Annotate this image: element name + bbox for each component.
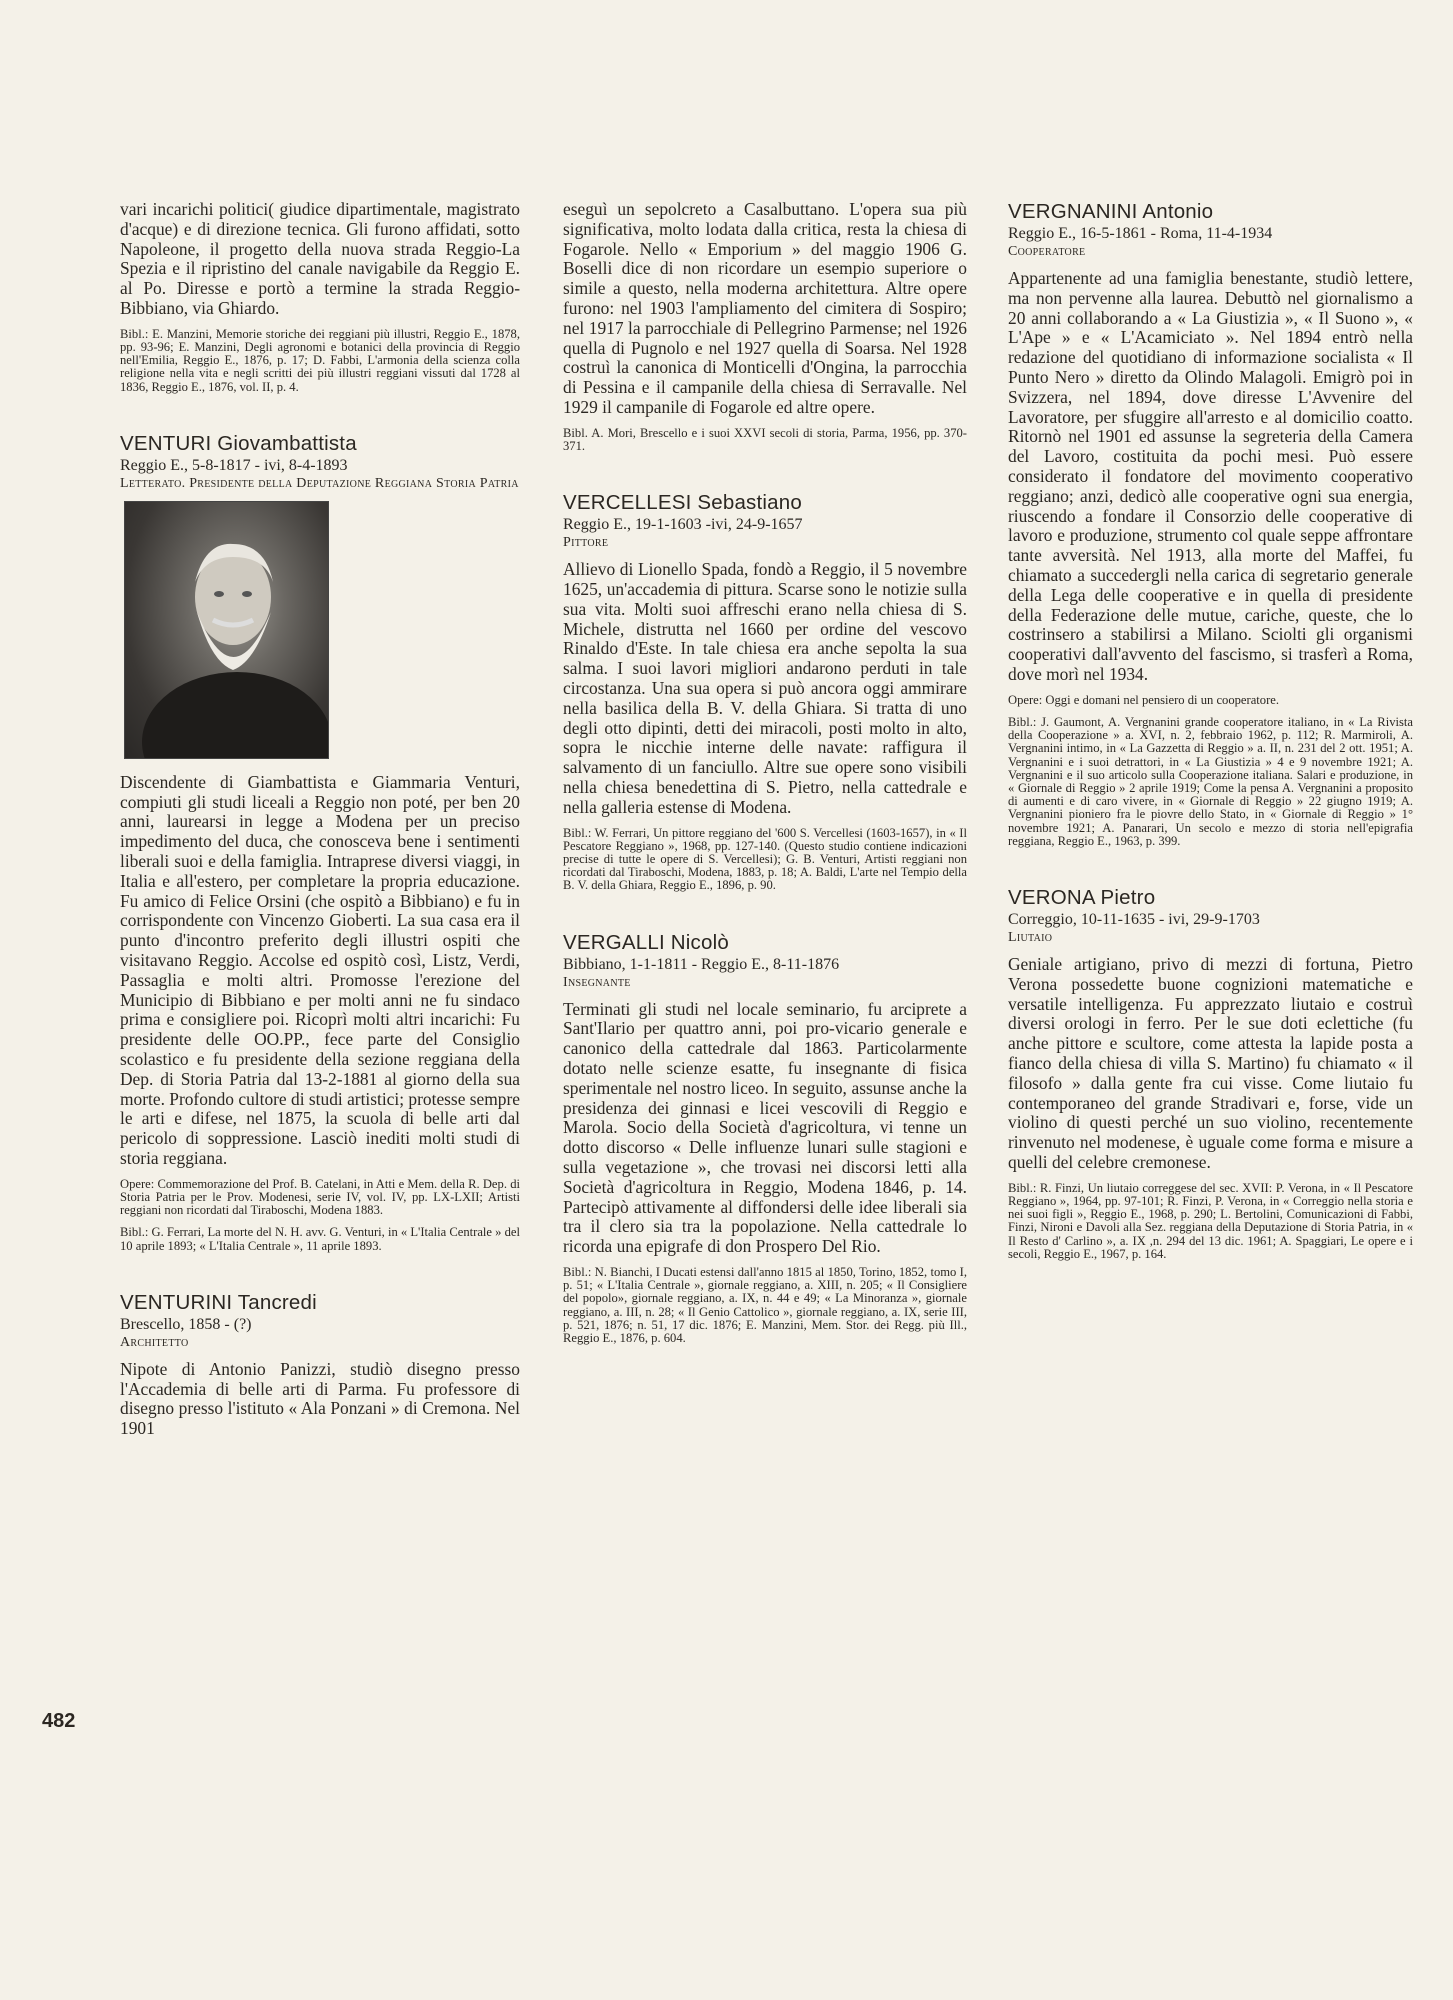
entry-bibliography: Bibl.: J. Gaumont, A. Vergnanini grande cooperatore italiano, in « La Rivista della Cooperazione » a. XVI, n. 2, febbraio 1962, p. 112; R. Marmiroli, A. Vergnanini intimo, in « La Gazzetta di Reggio » a. II, n. 231 del 2 ott. 1951; A. Vergnanini e i suoi detrattori, in « La Giustizia » 4 e 9 novembre 1921; A. Vergnanini e il suo articolo sulla Cooperazione italiana. Salari e produzione, in « Giornale di Reggio » 2 aprile 1919; Come la pensa A. Vergnanini a proposito di aumenti e di caro vivere, in « Giornale di Reggio » 22 giugno 1919; A. Vergnanini pioniero fra le piovre dello Stato, in « Giornale di Reggio » 1° novembre 1921; A. Panarari, Un secolo e mezzo di storia nell'epigrafia reggiana, Reggio E., 1963, p. 399. (1008, 714, 1413, 848)
column-2 (563, 200, 967, 1345)
entry-name: VERONA Pietro (1008, 885, 1156, 909)
entry-text: Nipote di Antonio Panizzi, studiò disegno presso l'Accademia di belle arti di Parma. Fu professore di disegno presso l'istituto « Ala Ponzani » di Cremona. Nel 1901 (120, 1358, 520, 1439)
entry-role: Pittore (563, 535, 609, 551)
entry-vergnanini-antonio (1008, 200, 1413, 848)
entry-works: Opere: Commemorazione del Prof. B. Catelani, in Atti e Mem. della R. Dep. di Storia Patria per le Prov. Modenesi, serie IV, vol. IV, pp. LX-LXII; Artisti reggiani non ricordati dal Tiraboschi, Modena 1883. (120, 1176, 520, 1218)
entry-dates: Reggio E., 5-8-1817 - ivi, 8-4-1893 (120, 456, 348, 474)
entry-text: Discendente di Giambattista e Giammaria Venturi, compiuti gli studi liceali a Reggio non poté, per ben 20 anni, laurearsi in legge a Modena per un preciso impedimento del duca, che conosceva bene i sentimenti liberali suoi e della famiglia. Intraprese diversi viaggi, in Italia e all'estero, per completare la propria educazione. Fu amico di Felice Orsini (che ospitò a Bibbiano) e fu in corrispondente con Vincenzo Gioberti. La sua casa era il punto d'incontro preferito degli illustri ospiti che visitavano Reggio. Accolse ed ospitò così, Listz, Verdi, Passaglia e molti altri. Promosse l'erezione del Municipio di Bibbiano e per molti anni ne fu sindaco prima e consigliere poi. Ricoprì molti altri incarichi: Fu presidente delle OO.PP., fece parte del Consiglio scolastico e fu presidente della sezione reggiana della Dep. di Storia Patria dal 13-2-1881 al giorno della sua morte. Profondo cultore di studi artistici; protesse sempre le arti e difese, nel 1875, la scuola di belle arti dal pericolo di soppressione. Lasciò inediti molti studi di storia reggiana. (120, 771, 520, 1168)
entry-role: Insegnante (563, 974, 631, 990)
entry-role: Liutaio (1008, 929, 1053, 945)
entry-verona-pietro (1008, 886, 1413, 1261)
entry-name: VENTURI Giovambattista (120, 431, 357, 455)
page-number: 482 (42, 1710, 76, 1732)
entry-bibliography: Bibl.: W. Ferrari, Un pittore reggiano del '600 S. Vercellesi (1603-1657), in « Il Pescatore Reggiano », 1968, pp. 127-140. (Questo studio contiene indicazioni precise di tutte le opere di S. Vercellesi); G. B. Venturi, Artisti reggiani non ricordati dal Tiraboschi, Modena, 1883, p. 18; A. Baldi, L'arte nel Tempio della B. V. della Ghiara, Reggio E., 1896, p. 90. (563, 825, 967, 893)
entry-bibliography: Bibl.: R. Finzi, Un liutaio correggese del sec. XVII: P. Verona, in « Il Pescatore Reggiano », 1964, pp. 97-101; R. Finzi, P. Verona, in « Correggio nella storia e nei suoi figli », Reggio E., 1968, p. 290; L. Bertolini, Comunicazioni di Fabbi, Finzi, Nironi e Davoli alla Sez. reggiana della Deputazione di Storia Patria, in « Il Resto d' Carlino », a. IX ,n. 294 del 13 dic. 1961; A. Spaggiari, Le opere e i secoli, Reggio E., 1967, p. 164. (1008, 1180, 1413, 1261)
entry-dates: Brescello, 1858 - (?) (120, 1315, 252, 1333)
entry-dates: Reggio E., 16-5-1861 - Roma, 11-4-1934 (1008, 225, 1273, 242)
entry-role: Architetto (120, 1334, 189, 1350)
entry-dates: Reggio E., 19-1-1603 -ivi, 24-9-1657 (563, 516, 803, 534)
entry-works: Opere: Oggi e domani nel pensiero di un cooperatore. (1008, 692, 1280, 707)
continuation-text: vari incarichi politici( giudice dipartimentale, magistrato d'acque) e di direzione tecnica. Gli furono affidati, sotto Napoleone, il progetto della nuova strada Reggio-La Spezia e il ripristino del canale navigabile da Reggio E. al Po. Diresse e portò a termine la strada Reggio-Bibbiano, via Ghiardo. (120, 199, 520, 318)
entry-vergalli-nicolo (563, 931, 967, 1346)
entry-dates: Correggio, 10-11-1635 - ivi, 29-9-1703 (1008, 910, 1260, 928)
continuation-text: eseguì un sepolcreto a Casalbuttano. L'opera sua più significativa, molto lodata dalla critica, resta la chiesa di Fogarole. Nello « Emporium » del maggio 1906 G. Boselli dice di non ricordare un esempio superiore o simile a questo, nella moderna architettura. Altre opere furono: nel 1903 l'ampliamento del cimitera di Sospiro; nel 1917 la parrocchiale di Pellegrino Parmense; nel 1926 quella di Pugnolo e nel 1927 quella di Soarsa. Nel 1928 costruì la canonica di Monticelli d'Ongina, la parrocchia di Pessina e il campanile della chiesa di Serravalle. Nel 1929 il campanile di Fogarole ed altre opere. (563, 199, 967, 417)
entry-text: Allievo di Lionello Spada, fondò a Reggio, il 5 novembre 1625, un'accademia di pittura. Scarse sono le notizie sulla sua vita. Molti suoi affreschi erano nella chiesa di S. Michele, distrutta nel 1660 per ordine del vescovo Rinaldo d'Este. In tale chiesa era anche sepolta la sua salma. I suoi lavori migliori andarono perduti in tale circostanza. Una sua opera si può ancora oggi ammirare nella basilica della B. V. della Ghiara. Si tratta di uno degli otto dipinti, detti dei miracoli, posti molto in alto, sopra le nicchie interne delle navate: raffigura il salvamento di un fanciullo. Altre sue opere sono visibili nella chiesa benedettina di S. Pietro, nella cattedrale e nella galleria estense di Modena. (563, 559, 967, 817)
column-3 (1008, 200, 1413, 1261)
entry-dates: Bibbiano, 1-1-1811 - Reggio E., 8-11-1876 (563, 955, 840, 973)
entry-bibliography: Bibl.: N. Bianchi, I Ducati estensi dall'anno 1815 al 1850, Torino, 1852, tomo I, p. 51; « L'Italia Centrale », giornale reggiano, a. XIII, n. 205; « Il Consigliere del popolo», giornale reggiano, a. IX, n. 44 e 49; « La Minoranza », giornale reggiano, a. III, n. 28; « Il Genio Cattolico », giornale reggiano, a. IX, serie III, p. 521, 1876; n. 51, 17 dic. 1876; E. Manzini, Mem. Stor. dei Regg. più Ill., Reggio E., 1876, p. 604. (563, 1264, 967, 1345)
entry-text: Geniale artigiano, privo di mezzi di fortuna, Pietro Verona possedette buone cognizioni matematiche e versatile intelligenza. Fu apprezzato liutaio e costruì diversi orologi in ferro. Per le sue doti eclettiche (fu anche pittore e scultore, come attesta la lapide posta a fianco della chiesa di villa S. Martino) fu chiamato « il filosofo » dalla gente fra cui visse. Come liutaio fu contemporaneo del grande Stradivari e, forse, vide un violino di questi perché un suo violino, recentemente rinvenuto nel modenese, è uguale come forma e misure a quelli del celebre cremonese. (1008, 953, 1413, 1172)
entry-role: Letterato. Presidente della Deputazione Reggiana Storia Patria (120, 475, 519, 491)
continuation-bibliography: Bibl. A. Mori, Brescello e i suoi XXVI secoli di storia, Parma, 1956, pp. 370-371. (563, 425, 967, 453)
entry-name: VERGNANINI Antonio (1008, 200, 1214, 223)
portrait-photo (124, 501, 329, 759)
continuation-bibliography: Bibl.: E. Manzini, Memorie storiche dei reggiani più illustri, Reggio E., 1878, pp. 93-96; E. Manzini, Degli agronomi e botanici della provincia di Reggio nell'Emilia, Reggio E., 1876, p. 17; D. Fabbi, L'armonia della scienza colla religione nella vita e negli scritti dei più illustri reggiani vissuti dal 1728 al 1836, Reggio E., 1876, vol. II, p. 4. (120, 326, 520, 394)
entry-name: VERCELLESI Sebastiano (563, 491, 802, 515)
entry-venturi-giovambattista (120, 432, 520, 1253)
column-1 (120, 200, 520, 1439)
entry-name: VERGALLI Nicolò (563, 930, 729, 954)
entry-vercellesi-sebastiano (563, 491, 967, 892)
entry-text: Terminati gli studi nel locale seminario, fu arciprete a Sant'Ilario per quattro anni, poi pro-vicario generale e canonico della cattedrale dal 1863. Particolarmente dotato nelle scienze esatte, fu insegnante di fisica sperimentale nel nostro liceo. In seguito, assunse anche la presidenza dei ginnasi e licei vescovili di Reggio e Marola. Socio della Società d'agricoltura, vi tenne un dotto discorso « Delle influenze lunari sulle stagioni e sulla vegetazione », che trovasi nei discorsi letti alla Società d'agricoltura in Reggio, Modena 1846, p. 14. Partecipò attivamente al diffondersi delle idee liberali sia tra il clero sia tra la popolazione. Nella cattedrale lo ricorda una epigrafe di don Prospero Del Rio. (563, 998, 967, 1257)
entry-venturini-tancredi (120, 1291, 520, 1439)
portrait-image (125, 502, 328, 758)
entry-name: VENTURINI Tancredi (120, 1290, 317, 1314)
entry-bibliography: Bibl.: G. Ferrari, La morte del N. H. avv. G. Venturi, in « L'Italia Centrale » del 10 aprile 1893; « L'Italia Centrale », 11 aprile 1893. (120, 1225, 520, 1253)
entry-role: Cooperatore (1008, 244, 1086, 259)
entry-text: Appartenente ad una famiglia benestante, studiò lettere, ma non pervenne alla laurea. Debuttò nel giornalismo a 20 anni collaborando a « La Giustizia », « Il Suono », « L'Ape » e « L'Acamiciato ». Nel 1894 entrò nella redazione del quotidiano di informazione socialista « Il Punto Nero » diretto da Olindo Malagoli. Emigrò poi in Svizzera, nel 1894, dove diresse L'Avvenire del Lavoratore, per sfuggire all'arresto e al domicilio coatto. Ritornò nel 1901 ed assunse la segreteria della Camera del Lavoro, costituita da pochi mesi. Può essere considerato il fondatore del movimento cooperativo reggiano; anzi, dedicò alle cooperative ogni sua energia, riuscendo a fondare il Consorzio delle cooperative di lavoro e produzione, strumento col quale seppe affrontare tante avversità. Nel 1913, alla morte del Maffei, fu chiamato a succedergli nella carica di segretario generale della Lega delle cooperative e in quella di presidente della Federazione delle mutue, cariche, queste, che lo costrinsero a stabilirsi a Milano. Sciolti gli organismi cooperativi dall'avvento del fascismo, si trasferì a Roma, dove morì nel 1934. (1008, 268, 1413, 684)
